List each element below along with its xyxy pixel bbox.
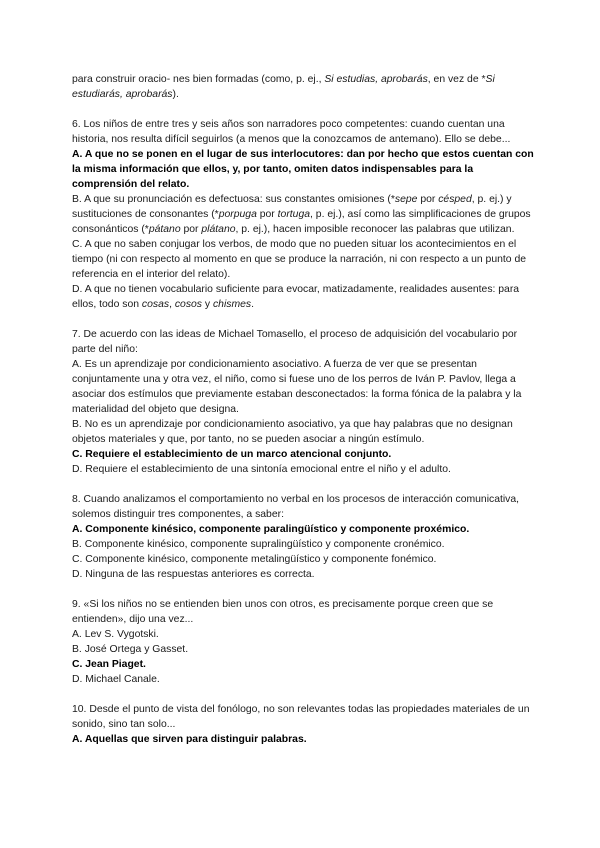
question-6-option-a: A. A que no se ponen en el lugar de sus interlocutores: dan por hecho que estos cuentan con la misma información que ellos, y, por tanto, omiten datos indispensables para la comprensión del relato. <box>72 149 534 190</box>
question-9-option-c: C. Jean Piaget. <box>72 659 146 670</box>
question-8-option-b: B. Componente kinésico, componente supralingüístico y componente cronémico. <box>72 539 445 550</box>
intro-example-correct: Si estudias, aprobarás <box>324 74 428 85</box>
question-9-option-b: B. José Ortega y Gasset. <box>72 644 189 655</box>
intro-paragraph <box>72 72 538 102</box>
question-7-option-b: B. No es un aprendizaje por condicionamiento asociativo, ya que hay palabras que no designan objetos materiales y que, por tanto, no se pueden asociar a ningún estímulo. <box>72 419 513 445</box>
intro-example-incorrect: Si estudiarás, aprobarás <box>72 74 495 100</box>
question-8-option-d: D. Ninguna de las respuestas anteriores es correcta. <box>72 569 315 580</box>
question-7-stem: 7. De acuerdo con las ideas de Michael Tomasello, el proceso de adquisición del vocabulario por parte del niño: <box>72 329 518 355</box>
question-8-option-a: A. Componente kinésico, componente paralingüístico y componente proxémico. <box>72 524 470 535</box>
intro-text: para construir oracio- nes bien formadas (como, p. ej., <box>72 74 325 85</box>
question-6-option-c: C. A que no saben conjugar los verbos, de modo que no pueden situar los acontecimientos en el tiempo (ni con respecto al momento en que se produce la narración, ni con respecto a un punto de referencia en el interior del relato). <box>72 239 527 280</box>
question-6 <box>72 117 538 312</box>
question-6-option-d: D. A que no tienen vocabulario suficiente para evocar, matizadamente, realidades ausentes: para ellos, todo son cosas, cosos y chismes. <box>72 284 520 310</box>
question-10-stem: 10. Desde el punto de vista del fonólogo, no son relevantes todas las propiedades materiales de un sonido, sino tan solo... <box>72 704 530 730</box>
question-8-stem: 8. Cuando analizamos el comportamiento no verbal en los procesos de interacción comunicativa, solemos distinguir tres componentes, a saber: <box>72 494 520 520</box>
question-9 <box>72 597 538 687</box>
question-10-option-a: A. Aquellas que sirven para distinguir palabras. <box>72 734 307 745</box>
question-6-stem: 6. Los niños de entre tres y seis años son narradores poco competentes: cuando cuentan una historia, nos resulta difícil seguirlos (a menos que la conozcamos de antemano). Ello se debe... <box>72 119 511 145</box>
question-9-stem: 9. «Si los niños no se entienden bien unos con otros, es precisamente porque creen que se entienden», dijo una vez... <box>72 599 494 625</box>
question-8-option-c: C. Componente kinésico, componente metalingüístico y componente fonémico. <box>72 554 437 565</box>
question-7 <box>72 327 538 477</box>
question-8 <box>72 492 538 582</box>
question-6-option-b: B. A que su pronunciación es defectuosa: sus constantes omisiones (*sepe por césped, p. ej.) y sustituciones de consonantes (*porpuga por tortuga, p. ej.), así como las simplificaciones de grupos consonánticos (*pátano por plátano, p. ej.), hacen imposible reconocer las palabras que utilizan. <box>72 194 531 235</box>
question-9-option-d: D. Michael Canale. <box>72 674 160 685</box>
question-7-option-d: D. Requiere el establecimiento de una sintonía emocional entre el niño y el adulto. <box>72 464 451 475</box>
question-10 <box>72 702 538 747</box>
intro-text: ). <box>172 89 179 100</box>
question-7-option-a: A. Es un aprendizaje por condicionamiento asociativo. A fuerza de ver que se presentan conjuntamente una y otra vez, el niño, como si fuese uno de los perros de Iván P. Pavlov, llega a asociar dos estímulos que previamente estaban desconectados: la forma fónica de la palabra y la materialidad del objeto que designa. <box>72 359 522 415</box>
question-7-option-c: C. Requiere el establecimiento de un marco atencional conjunto. <box>72 449 392 460</box>
intro-text: , en vez de * <box>427 74 486 85</box>
question-9-option-a: A. Lev S. Vygotski. <box>72 629 159 640</box>
